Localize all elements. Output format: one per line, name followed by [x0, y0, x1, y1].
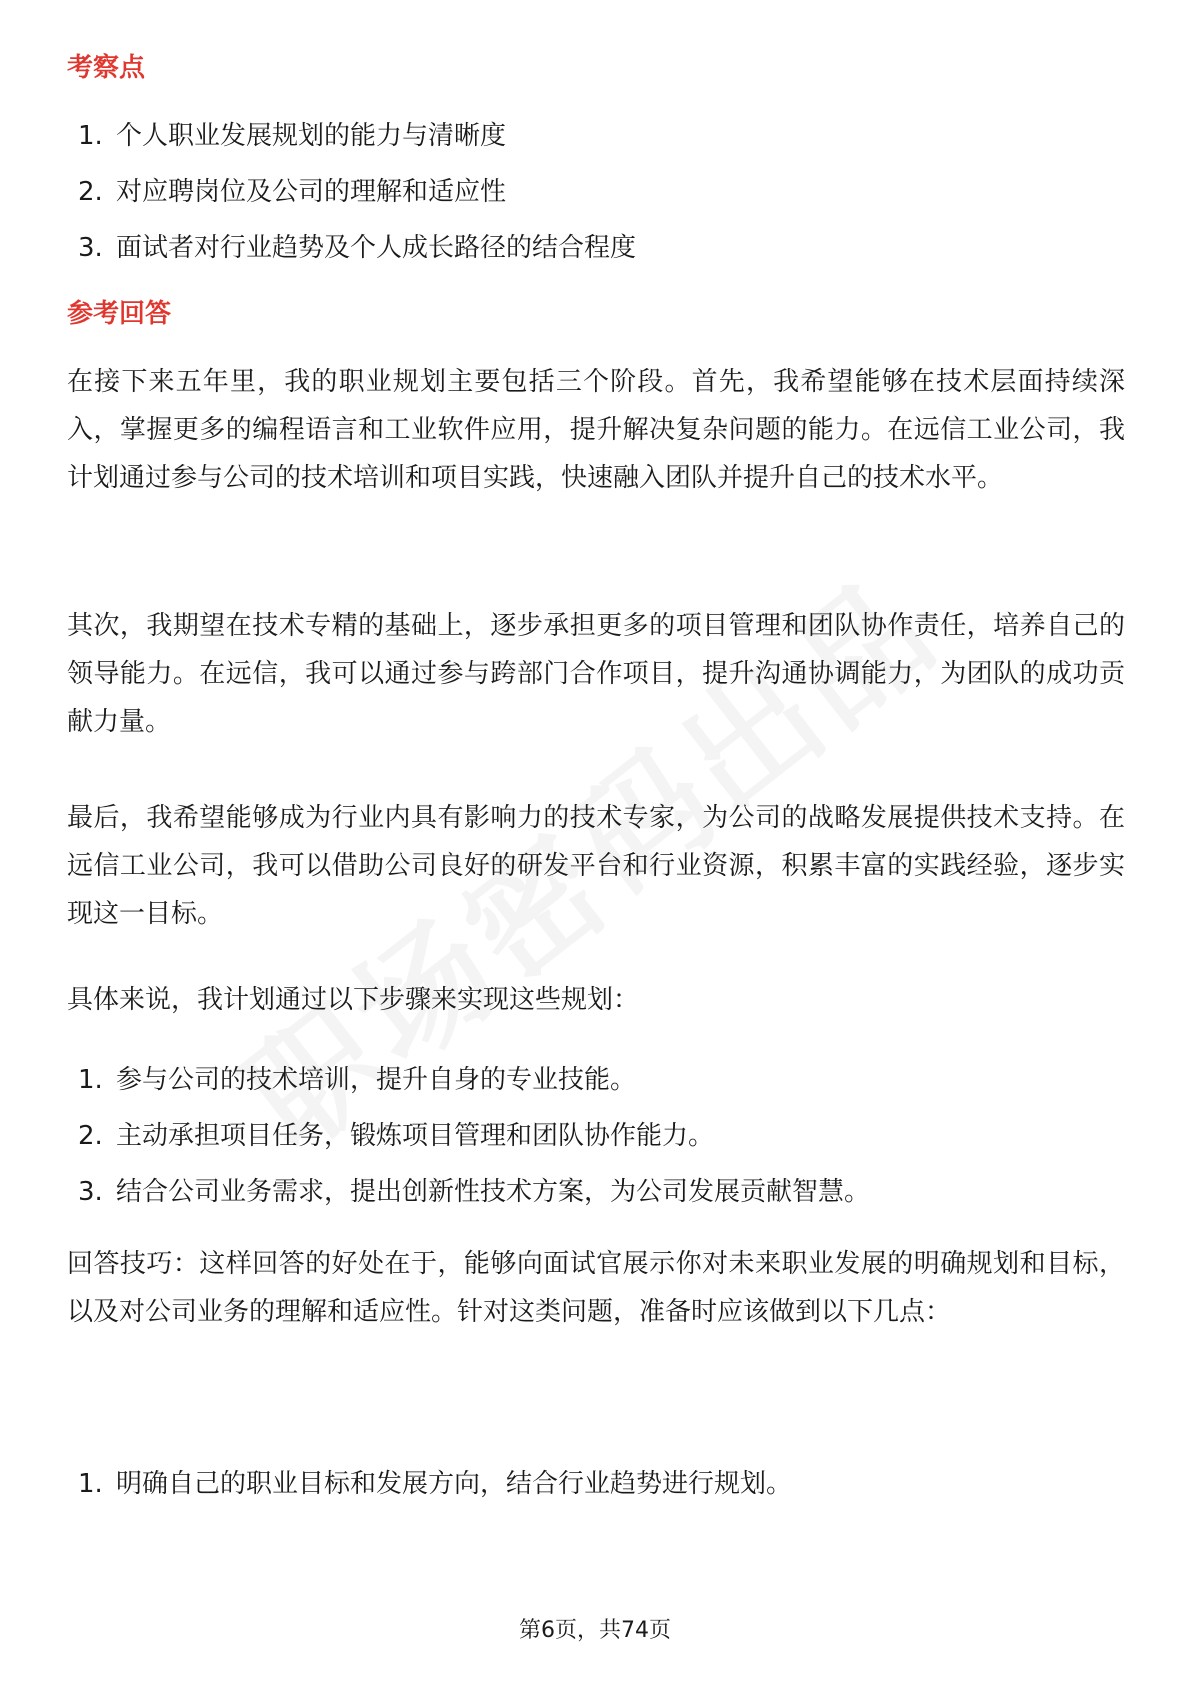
answer-paragraph-4: 具体来说，我计划通过以下步骤来实现这些规划： [67, 985, 640, 1015]
assessment-points-list [78, 118, 636, 286]
steps-list [78, 1062, 870, 1230]
page-number-footer: 第6页，共74页 [519, 1618, 671, 1643]
list-number: 1. [78, 121, 103, 151]
heading-reference-answer: 参考回答 [67, 299, 172, 329]
answer-paragraph-3: 最后，我希望能够成为行业内具有影响力的技术专家，为公司的战略发展提供技术支持。在远信工业公司，我可以借助公司良好的研发平台和行业资源，积累丰富的实践经验，逐步实现这一目标。 [67, 803, 1125, 929]
list-item [78, 118, 636, 174]
list-text: 参与公司的技术培训，提升自身的专业技能。 [116, 1065, 637, 1095]
list-item [78, 174, 636, 230]
list-number: 1. [78, 1469, 103, 1499]
list-number: 2. [78, 1121, 103, 1151]
answer-tips-paragraph: 回答技巧：这样回答的好处在于，能够向面试官展示你对未来职业发展的明确规划和目标，以及对公司业务的理解和适应性。针对这类问题，准备时应该做到以下几点： [67, 1249, 1125, 1327]
list-text: 结合公司业务需求，提出创新性技术方案，为公司发展贡献智慧。 [116, 1177, 871, 1207]
tips-list [78, 1466, 792, 1522]
list-text: 明确自己的职业目标和发展方向，结合行业趋势进行规划。 [116, 1469, 793, 1499]
list-number: 2. [78, 177, 103, 207]
list-text: 对应聘岗位及公司的理解和适应性 [116, 177, 507, 207]
list-item [78, 1466, 792, 1522]
list-number: 3. [78, 233, 103, 263]
list-item [78, 1118, 870, 1174]
list-item [78, 230, 636, 286]
list-item [78, 1062, 870, 1118]
heading-assessment-points: 考察点 [67, 53, 146, 83]
list-text: 面试者对行业趋势及个人成长路径的结合程度 [116, 233, 637, 263]
list-text: 个人职业发展规划的能力与清晰度 [116, 121, 507, 151]
list-text: 主动承担项目任务，锻炼项目管理和团队协作能力。 [116, 1121, 715, 1151]
answer-paragraph-1: 在接下来五年里，我的职业规划主要包括三个阶段。首先，我希望能够在技术层面持续深入，掌握更多的编程语言和工业软件应用，提升解决复杂问题的能力。在远信工业公司，我计划通过参与公司的技术培训和项目实践，快速融入团队并提升自己的技术水平。 [67, 367, 1125, 493]
answer-paragraph-2: 其次，我期望在技术专精的基础上，逐步承担更多的项目管理和团队协作责任，培养自己的领导能力。在远信，我可以通过参与跨部门合作项目，提升沟通协调能力，为团队的成功贡献力量。 [67, 611, 1125, 737]
list-number: 1. [78, 1065, 103, 1095]
list-item [78, 1174, 870, 1230]
list-number: 3. [78, 1177, 103, 1207]
